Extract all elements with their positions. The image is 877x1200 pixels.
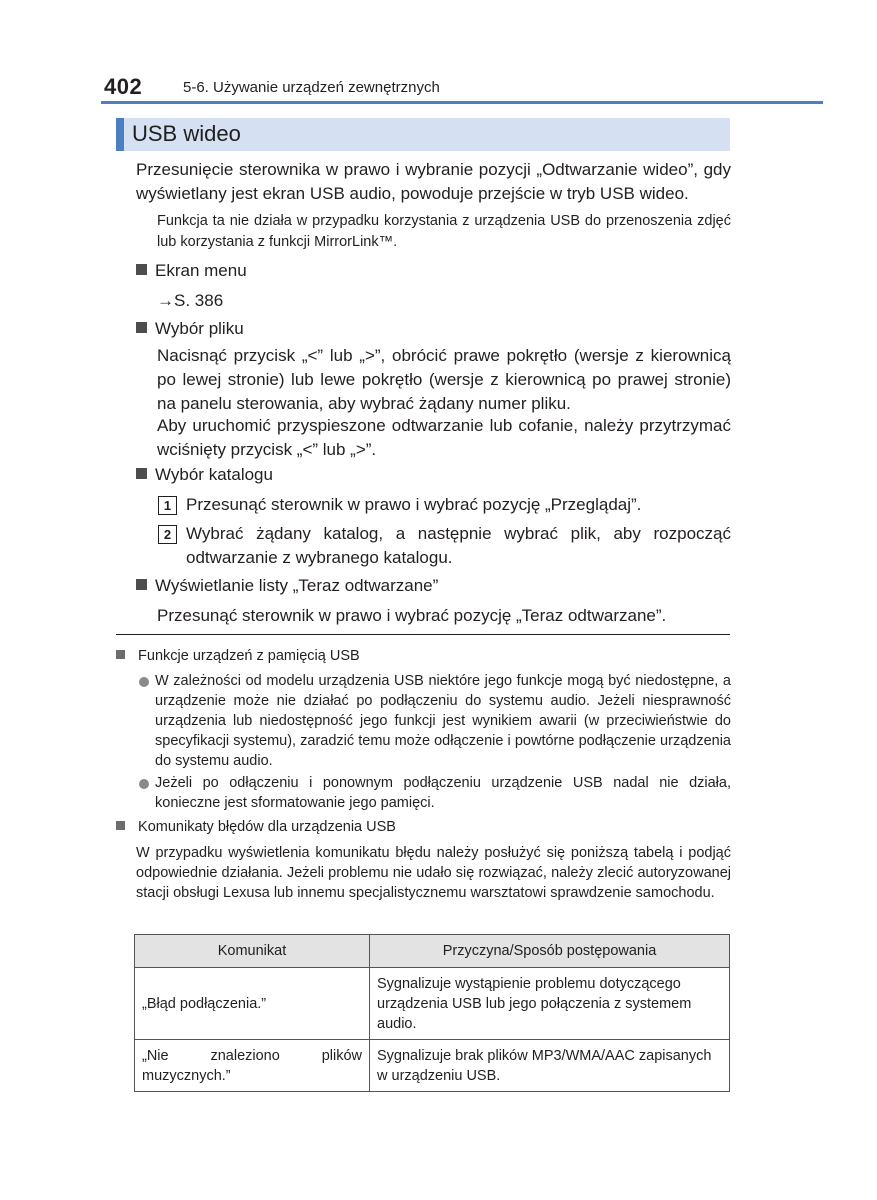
section-divider <box>116 634 730 635</box>
heading-menu-screen-label: Ekran menu <box>155 261 247 280</box>
step-number: 2 <box>158 525 177 544</box>
table-row <box>135 968 730 1040</box>
table-cell-cause: Sygnalizuje brak plików MP3/WMA/AAC zapisanych w urządzeniu USB. <box>370 1040 730 1092</box>
note-heading-errors-label: Komunikaty błędów dla urządzenia USB <box>138 819 396 835</box>
header-rule <box>101 101 823 104</box>
note-heading-errors <box>116 819 396 835</box>
file-selection-text: Nacisnąć przycisk „<” lub „>”, obrócić prawe pokrętło (wersje z kierownicą po lewej stronie) lub lewe pokrętło (wersje z kierownicą po prawej stronie) na panelu sterowania, aby wybrać żądany numer pliku. <box>157 346 731 413</box>
heading-menu-screen <box>136 261 247 281</box>
heading-folder-selection-label: Wybór katalogu <box>155 465 273 484</box>
square-bullet-icon <box>136 468 147 479</box>
heading-now-playing-label: Wyświetlanie listy „Teraz odtwarzane” <box>155 576 439 595</box>
section-title: USB wideo <box>132 121 241 146</box>
note-bullet-text: Jeżeli po odłączeniu i ponownym podłączeniu urządzenie USB nadal nie działa, konieczne jest sformatowanie jego pamięci. <box>155 775 731 811</box>
note-heading-memory <box>116 648 360 664</box>
table-cell-message: „Nie znaleziono plików muzycznych.” <box>135 1040 370 1092</box>
square-bullet-icon <box>136 264 147 275</box>
square-bullet-icon <box>136 322 147 333</box>
now-playing-text: Przesunąć sterownik w prawo i wybrać pozycję „Teraz odtwarzane”. <box>157 606 667 625</box>
intro-paragraph: Przesunięcie sterownika w prawo i wybranie pozycji „Odtwarzanie wideo”, gdy wyświetlany jest ekran USB audio, powoduje przejście w tryb USB wideo. <box>136 160 731 203</box>
table-cell-cause: Sygnalizuje wystąpienie problemu dotyczącego urządzenia USB lub jego połączenia z systemem audio. <box>370 968 730 1040</box>
errors-intro-text: W przypadku wyświetlenia komunikatu błędu należy posłużyć się poniższą tabelą i podjąć odpowiednie działania. Jeżeli problemu nie udało się rozwiązać, należy zlecić autoryzowanej stacji obsługi Lexusa lub innemu specjalistycznemu warsztatowi sprawdzenie samochodu. <box>136 845 731 901</box>
square-bullet-icon <box>116 650 125 659</box>
table-row <box>135 1040 730 1092</box>
heading-file-selection <box>136 319 244 339</box>
page-reference-link: →S. 386 <box>157 291 224 310</box>
note-bullet-text: W zależności od modelu urządzenia USB niektóre jego funkcje mogą być niedostępne, a urządzenie może nie działać po podłączeniu do systemu audio. Jeżeli niesprawność urządzenia lub niedostępność jego funkcji jest wynikiem awarii (w przeciwieństwie do specyfikacji systemu), zaradzić temu może odłączenie i powtórne podłączenie urządzenia do systemu audio. <box>155 673 731 769</box>
circle-bullet-icon <box>139 677 149 687</box>
square-bullet-icon <box>136 579 147 590</box>
heading-now-playing <box>136 576 438 596</box>
circle-bullet-icon <box>139 779 149 789</box>
fast-forward-text: Aby uruchomić przyspieszone odtwarzanie lub cofanie, należy przytrzymać wciśnięty przycisk „<” lub „>”. <box>157 416 731 459</box>
step-text: Przesunąć sterownik w prawo i wybrać pozycję „Przeglądaj”. <box>186 495 642 514</box>
section-accent-bar <box>116 118 124 151</box>
heading-file-selection-label: Wybór pliku <box>155 319 244 338</box>
table-header-cell: Przyczyna/Sposób postępowania <box>370 935 730 968</box>
page-number: 402 <box>104 74 143 99</box>
error-messages-table <box>134 934 730 1092</box>
note-heading-memory-label: Funkcje urządzeń z pamięcią USB <box>138 648 360 664</box>
square-bullet-icon <box>116 821 125 830</box>
step-number: 1 <box>158 496 177 515</box>
table-header-cell: Komunikat <box>135 935 370 968</box>
step-text: Wybrać żądany katalog, a następnie wybrać plik, aby rozpocząć odtwarzanie z wybranego katalogu. <box>186 524 731 567</box>
chapter-title: 5-6. Używanie urządzeń zewnętrznych <box>183 79 440 96</box>
table-cell-message: „Błąd podłączenia.” <box>135 968 370 1040</box>
heading-folder-selection <box>136 465 273 485</box>
intro-note: Funkcja ta nie działa w przypadku korzystania z urządzenia USB do przenoszenia zdjęć lub korzystania z funkcji MirrorLink™. <box>157 213 731 250</box>
table-header-row <box>135 935 730 968</box>
